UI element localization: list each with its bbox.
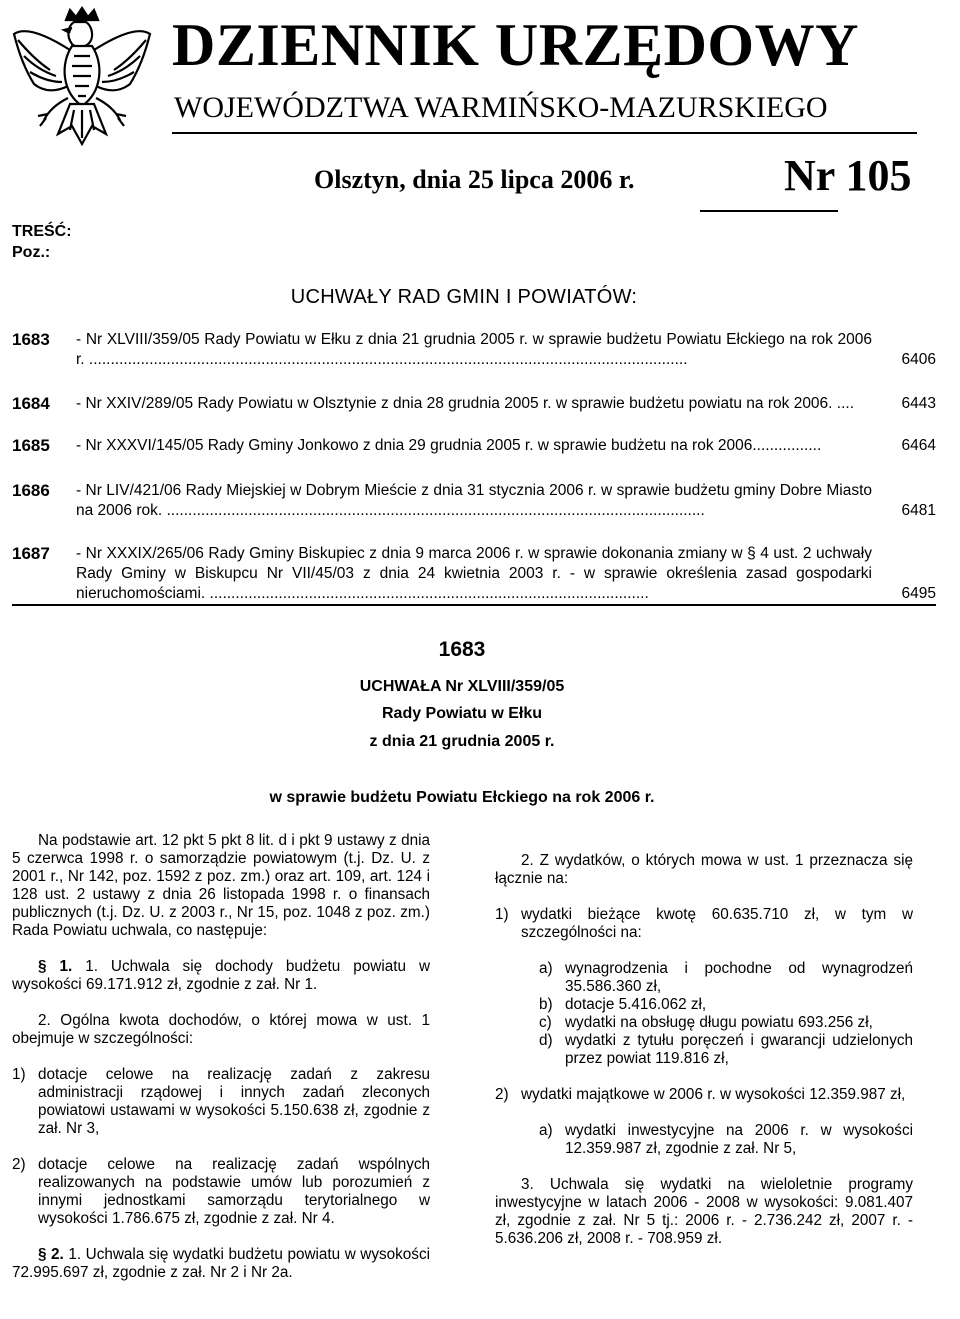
list-item-label: 1) bbox=[495, 906, 509, 923]
sub-list-item bbox=[517, 960, 913, 996]
act-date: z dnia 21 grudnia 2005 r. bbox=[369, 733, 555, 750]
paragraph-text: 1. Uchwala się wydatki budżetu powiatu w wysokości 72.995.697 zł, zgodnie z zał. Nr 2 i Nr 2a. bbox=[12, 1246, 431, 1281]
sub-list-text: wynagrodzenia i pochodne od wynagrodzeń 35.586.360 zł, bbox=[565, 960, 913, 995]
sub-list-label: a) bbox=[539, 1122, 553, 1139]
act-issuer: Rady Powiatu w Ełku bbox=[381, 705, 543, 722]
list-item-label: 2) bbox=[12, 1156, 26, 1173]
toc-entry-text: - Nr XXIV/289/05 Rady Powiatu w Olsztynie z dnia 28 grudnia 2005 r. w sprawie budżetu powiatu na rok 2006. .... bbox=[76, 395, 855, 412]
sub-list-item bbox=[517, 1122, 913, 1158]
toc-entry-number: 1685 bbox=[12, 436, 50, 455]
toc-entry[interactable] bbox=[12, 544, 936, 604]
list-item bbox=[495, 1086, 913, 1104]
paragraph-label: § 2. bbox=[38, 1246, 64, 1263]
list-item bbox=[12, 1066, 430, 1138]
toc-entry-page: 6464 bbox=[901, 437, 936, 454]
toc-section-heading: UCHWAŁY RAD GMIN I POWIATÓW: bbox=[290, 286, 638, 308]
journal-subtitle: WOJEWÓDZTWA WARMIŃSKO-MAZURSKIEGO bbox=[174, 91, 828, 124]
toc-entry-number: 1684 bbox=[12, 394, 50, 413]
paragraph-2-point-3: 3. Uchwala się wydatki na wieloletnie programy inwestycyjne w latach 2006 - 2008 w wysokości: 9.081.407 zł, zgodnie z zał. Nr 5 tj.: 2006 r. - 2.736.242 zł, 2007 r. - 5.636.206 zł, 2008 r. - 708.959 zł. bbox=[495, 1176, 913, 1247]
toc-entry-page: 6481 bbox=[901, 502, 936, 519]
list-item-label: 1) bbox=[12, 1066, 26, 1083]
act-title: UCHWAŁA Nr XLVIII/359/05 bbox=[359, 678, 565, 695]
issue-number: Nr 105 bbox=[784, 151, 912, 200]
list-item-label: 2) bbox=[495, 1086, 509, 1103]
toc-entry[interactable] bbox=[12, 436, 936, 456]
masthead-divider bbox=[172, 132, 917, 134]
list-item bbox=[495, 906, 913, 942]
list-item bbox=[12, 1156, 430, 1228]
body-right-column bbox=[495, 852, 913, 1266]
sub-list-label: d) bbox=[539, 1032, 553, 1049]
sub-list-item bbox=[517, 1014, 913, 1032]
toc-entry[interactable] bbox=[12, 330, 936, 370]
paragraph-2 bbox=[12, 1246, 430, 1282]
list-item-text: dotacje celowe na realizację zadań z zakresu administracji rządowej i innych zadań zleconych powiatowi ustawami w wysokości 5.150.638 zł, zgodnie z zał. Nr 3, bbox=[38, 1066, 430, 1137]
act-subject: w sprawie budżetu Powiatu Ełckiego na rok 2006 r. bbox=[269, 789, 655, 806]
preamble: Na podstawie art. 12 pkt 5 pkt 8 lit. d i pkt 9 ustawy z dnia 5 czerwca 1998 r. o samorządzie powiatowym (t.j. Dz. U. z 2001 r., Nr 142, poz. 1592 z poz. zm.) oraz art. 109, art. 124 i 128 ust. 2 ustawy z dnia 26 listopada 1998 r. o finansach publicznych (t.j. Dz. U. z 2003 r., Nr 15, poz. 1048 z poz. zm.) Rada Powiatu uchwala, co następuje: bbox=[12, 832, 430, 939]
paragraph-1 bbox=[12, 958, 430, 994]
sub-list-text: wydatki inwestycyjne na 2006 r. w wysokości 12.359.987 zł, zgodnie z zał. Nr 5, bbox=[565, 1122, 913, 1157]
sub-list-item bbox=[517, 1032, 913, 1068]
sub-list bbox=[517, 960, 913, 1068]
body-left-column bbox=[12, 832, 430, 1300]
toc-divider bbox=[12, 604, 936, 606]
sub-list-label: b) bbox=[539, 996, 553, 1013]
act-position-number: 1683 bbox=[438, 638, 486, 661]
paragraph-1-point-2: 2. Ogólna kwota dochodów, o której mowa w ust. 1 obejmuje w szczególności: bbox=[12, 1012, 430, 1047]
toc-entry-text: - Nr XLVIII/359/05 Rady Powiatu w Ełku z dnia 21 grudnia 2005 r. w sprawie budżetu Powiatu Ełckiego na rok 2006 r. ........................................................................................................................................... bbox=[76, 331, 872, 368]
sub-list-label: c) bbox=[539, 1014, 552, 1031]
toc-entry-text: - Nr LIV/421/06 Rady Miejskiej w Dobrym Mieście z dnia 31 stycznia 2006 r. w sprawie budżetu gminy Dobre Miasto na 2006 rok. ............................................................................................................................. bbox=[76, 482, 872, 519]
toc-entry-number: 1686 bbox=[12, 481, 50, 500]
polish-eagle-emblem-icon bbox=[8, 6, 156, 164]
paragraph-label: § 1. bbox=[38, 958, 73, 975]
toc-entry-page: 6495 bbox=[901, 585, 936, 602]
toc-entry-page: 6406 bbox=[901, 351, 936, 368]
sub-list-text: wydatki na obsługę długu powiatu 693.256 zł, bbox=[565, 1014, 873, 1031]
toc-entry-page: 6443 bbox=[901, 395, 936, 412]
toc-entry-number: 1683 bbox=[12, 330, 50, 349]
toc-entry-number: 1687 bbox=[12, 544, 50, 563]
toc-position-label: Poz.: bbox=[12, 244, 51, 261]
toc-label: TREŚĆ: bbox=[12, 223, 72, 240]
toc-entry-text: - Nr XXXIX/265/06 Rady Gminy Biskupiec z dnia 9 marca 2006 r. w sprawie dokonania zmiany w § 4 ust. 2 uchwały Rady Gminy w Biskupcu Nr VII/45/03 z dnia 24 kwietnia 2003 r. - w sprawie określenia zasad gospodarki nieruchomościami. ...................................................................................................... bbox=[76, 545, 872, 602]
sub-list bbox=[517, 1122, 913, 1158]
toc-entry[interactable] bbox=[12, 481, 936, 521]
place-and-date: Olsztyn, dnia 25 lipca 2006 r. bbox=[314, 165, 635, 194]
paragraph-text: 1. Uchwala się dochody budżetu powiatu w wysokości 69.171.912 zł, zgodnie z zał. Nr 1. bbox=[12, 958, 430, 993]
sub-list-label: a) bbox=[539, 960, 553, 977]
sub-list-text: dotacje 5.416.062 zł, bbox=[565, 996, 707, 1013]
list-item-text: wydatki bieżące kwotę 60.635.710 zł, w tym w szczególności na: bbox=[521, 906, 913, 941]
toc-entry[interactable] bbox=[12, 394, 936, 414]
sub-list-item bbox=[517, 996, 913, 1014]
list-item-text: dotacje celowe na realizację zadań wspólnych realizowanych na podstawie umów lub porozumień z innymi jednostkami samorządu terytorialnego w wysokości 1.786.675 zł, zgodnie z zał. Nr 4. bbox=[38, 1156, 430, 1227]
journal-title: DZIENNIK URZĘDOWY bbox=[172, 12, 859, 78]
issue-underline bbox=[700, 210, 838, 212]
toc-entry-text: - Nr XXXVI/145/05 Rady Gminy Jonkowo z dnia 29 grudnia 2005 r. w sprawie budżetu na rok 2006................ bbox=[76, 437, 822, 454]
sub-list-text: wydatki z tytułu poręczeń i gwarancji udzielonych przez powiat 119.816 zł, bbox=[565, 1032, 913, 1067]
list-item-text: wydatki majątkowe w 2006 r. w wysokości 12.359.987 zł, bbox=[521, 1086, 906, 1103]
paragraph-2-point-2: 2. Z wydatków, o których mowa w ust. 1 przeznacza się łącznie na: bbox=[495, 852, 913, 887]
